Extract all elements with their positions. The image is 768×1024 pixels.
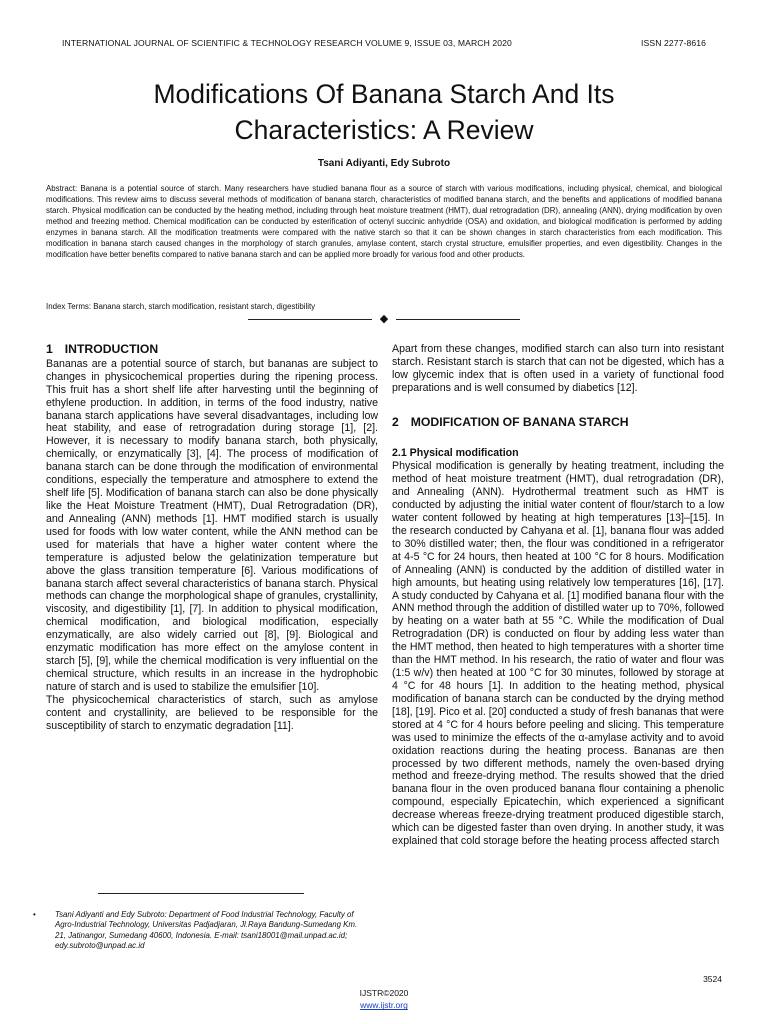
abstract: Abstract: Banana is a potential source of starch. Many researchers have studied banana flour as a source of starch with various modifications, including physical, chemical, and biological modifications. This review aims to discuss several methods of modification of banana starch, characteristics of modified banana starch, and the benefits and applications of modified banana starch. Physical modification can be conducted by the heating method, including through heat moisture treatment (HMT), dual retrogradation (DR), annealing (ANN), drying modification by oven method and freezing method. Chemical modification can be conducted by esterification of octenyl succinic anhydride (OSA) and oxidation, and biological modification is performed by adding enzymes in banana starch. All the modification treatments were compared with the native starch so that it can be shown changes in starch characteristics from each modification. This modification in banana starch caused changes in the morphology of starch granules, amylase content, starch crystal structure, emulsifier properties, and even digestibility. Changes in the modification have better benefits compared to native banana starch and can be applied more broadly for various food and other products. — [46, 184, 722, 260]
intro-paragraph-3: Apart from these changes, modified starch can also turn into resistant starch. Resistant starch is starch that can not be digested, which has a low glycemic index that is often used in a variety of functional food preparations and is well consumed by diabetics [12]. — [392, 343, 724, 394]
intro-paragraph-2: The physicochemical characteristics of starch, such as amylose content and crystallinity, are believed to be responsible for the susceptibility of starch to enzymatic degradation [11]. — [46, 693, 378, 732]
section-1-number: 1 — [46, 342, 53, 356]
page-footer — [0, 987, 768, 1012]
section-2-title: MODIFICATION OF BANANA STARCH — [410, 414, 629, 429]
intro-paragraph-1: Bananas are a potential source of starch, but bananas are subject to changes in physicochemical properties during the ripening process. This fruit has a short shelf life after harvesting until the beginning of ethylene production. In addition, in terms of the food industry, native banana starch applications have several disadvantages, including low heat stability, and ease of retrogradation during storage [1], [2]. However, it is necessary to modify banana starch, both physically, chemically, or enzymatically [3], [4]. The process of modification of banana starch can be done through the modification of environmental conditions, especially the temperature and atmosphere to extend the shelf life [5]. Modification of banana starch can also be done physically like the Heat Moisture Treatment (HMT), Dual Retrogradation (DR), and Annealing (ANN) methods [1]. HMT modified starch is usually used for foods with low water content, while the ANN method can be used for materials that have a higher water content where the temperature is adjusted below the gelatinization temperature but above the glass transition temperature [6]. Various modifications of banana starch affect several characteristics of banana starch. Physical methods can change the morphological shape of granules, crystallinity, viscosity, and digestibility [1], [7]. In addition to physical modification, chemical modification, and biological modification, especially enzymatically, are also widely carried out [8], [9]. Biological and enzymatic modification has more effect on the amylose content in starch [5], [9], while the chemical modification is very influential on the chemical structure, which results in an increase in the hydrophobic nature of starch and is used to stabilize the emulsifier [10]. — [46, 357, 378, 693]
section-1-title: INTRODUCTION — [64, 342, 159, 356]
paper-title — [60, 76, 708, 148]
issn: ISSN 2277-8616 — [641, 38, 706, 48]
footnote-bullet: • — [33, 910, 36, 919]
section-2-heading — [392, 415, 724, 431]
physical-modification-paragraph: Physical modification is generally by heating treatment, including the method of heat moisture treatment (HMT), dual retrogradation (DR), and Annealing (ANN). Hydrothermal treatment such as HMT is conducted by adjusting the initial water content of flour/starch to a low water content followed by heating at high temperatures [13]–[15]. In the research conducted by Cahyana et al. [1], banana flour was added to 30% distilled water; then, the flour was conditioned in a refrigerator at 4-5 °C for 24 hours, then heated at 100 °C for 8 hours. Modification of Annealing (ANN) is conducted by the addition of distilled water in high amounts, but heating using relatively low temperatures [16], [17]. A study conducted by Cahyana et al. [1] modified banana flour with the ANN method through the addition of distilled water up to 70%, followed by heating on a water bath at 55 °C. While the modification of Dual Retrogradation (DR) is conducted on flour by adding less water than the HMT method, then heated to high temperatures with a shorter time than the HMT method. In his research, the ratio of water and flour was (1:5 w/v) then heated at 100 °C for 30 minutes, followed by storage at 4 °C for 48 hours [1]. In addition to the heating method, physical modification of banana starch can be conducted by the drying method [18], [19]. Pico et al. [20] conducted a study of fresh bananas that were stored at 4 °C for 4 hours before peeling and slicing. This temperature was used to minimize the effects of the α-amylase activity and to avoid oxidation reactions during the heating process. Bananas are then processed by two different methods, namely the oven-based drying method and freeze-drying method. The results showed that the dried banana flour in the oven produced banana flour containing a phenolic compound, especially Epicatechin, which experienced a significant decrease whereas freeze-drying treatment produced digestible starch, which can be digested faster than oven drying. In another study, it was explained that cold storage before the heating process affected starch — [392, 460, 724, 848]
title-line-2: Characteristics: A Review — [234, 115, 534, 146]
section-1-heading — [46, 342, 378, 358]
subsection-2-1-heading: 2.1 Physical modification — [392, 446, 519, 459]
section-separator — [248, 314, 520, 326]
footnote-text: Tsani Adiyanti and Edy Subroto: Department of Food Industrial Technology, Faculty of Agro-Industrial Technology, Universitas Padjadjaran, Jl.Raya Bandung-Sumedang Km. 21, Jatinangor, Sumedang 40600, Indonesia. E-mail: tsani18001@mail.unpad.ac.id; edy.subroto@unpad.ac.id — [55, 910, 358, 951]
author-footnote — [30, 910, 366, 952]
section-2-number: 2 — [392, 414, 399, 429]
left-column — [46, 342, 378, 733]
authors: Tsani Adiyanti, Edy Subroto — [317, 158, 451, 169]
title-line-1: Modifications Of Banana Starch And Its — [153, 79, 615, 109]
footnote-rule — [98, 893, 304, 894]
journal-name: INTERNATIONAL JOURNAL OF SCIENTIFIC & TECHNOLOGY RESEARCH VOLUME 9, ISSUE 03, MARCH 2020 — [62, 38, 512, 48]
separator-line-left — [248, 319, 372, 320]
journal-url-link[interactable]: www.ijstr.org — [360, 1000, 408, 1011]
index-terms: Index Terms: Banana starch, starch modification, resistant starch, digestibility — [46, 302, 316, 311]
diamond-icon: ◆ — [379, 313, 389, 325]
copyright: IJSTR©2020 — [359, 988, 409, 998]
separator-line-right — [396, 319, 520, 320]
page-number: 3524 — [703, 974, 722, 984]
right-column — [392, 343, 724, 848]
running-header — [62, 38, 706, 48]
